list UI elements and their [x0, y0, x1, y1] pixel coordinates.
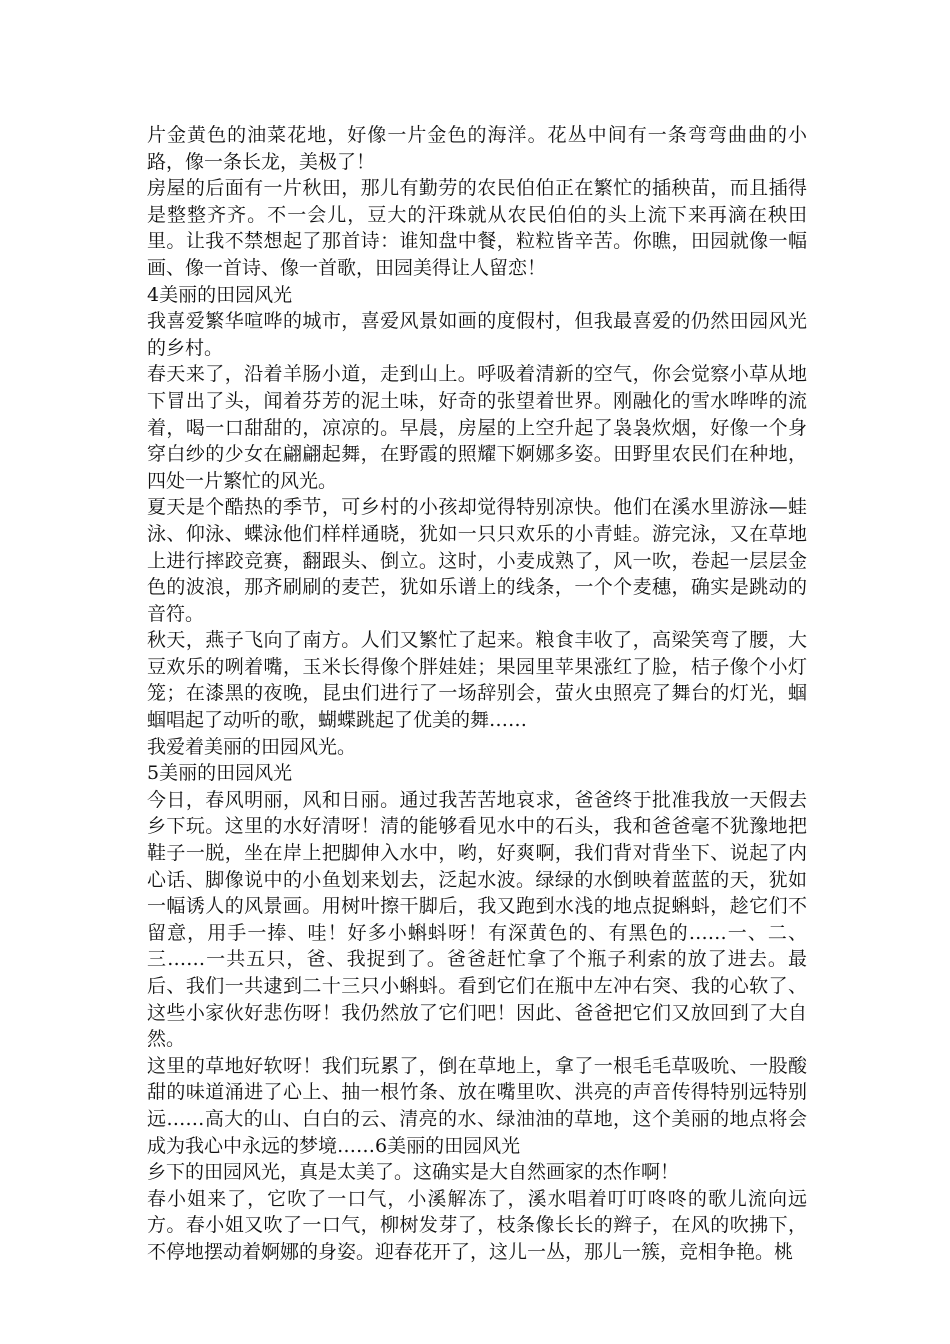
- paragraph: 乡下的田园风光，真是太美了。这确实是大自然画家的杰作啊！: [147, 1161, 680, 1184]
- paragraph: 我喜爱繁华喧哗的城市，喜爱风景如画的度假村，但我最喜爱的仍然田园风光的乡村。: [147, 310, 807, 359]
- paragraph: 这里的草地好软呀！我们玩累了，倒在草地上，拿了一根毛毛草吸吮、一股酸甜的味道涌进了心上、抽一根竹条、放在嘴里吹、洪亮的声音传得特别远特别远……高大的山、白白的云、清亮的水、绿油油的草地，这个美丽的地点将会成为我心中永远的梦境……6美丽的田园风光: [147, 1054, 807, 1157]
- paragraph: 秋天，燕子飞向了南方。人们又繁忙了起来。粮食丰收了，高梁笑弯了腰，大豆欢乐的咧着嘴，玉米长得像个胖娃娃；果园里苹果涨红了脸，桔子像个小灯笼；在漆黑的夜晚，昆虫们进行了一场辞别会，萤火虫照亮了舞台的灯光，蝈蝈唱起了动听的歌，蝴蝶跳起了优美的舞……: [147, 629, 807, 732]
- paragraph: 春天来了，沿着羊肠小道，走到山上。呼吸着清新的空气，你会觉察小草从地下冒出了头，闻着芬芳的泥土味，好奇的张望着世界。刚融化的雪水哗哗的流着，喝一口甜甜的，凉凉的。早晨，房屋的上空升起了袅袅炊烟，好像一个身穿白纱的少女在翩翩起舞，在野霞的照耀下婀娜多姿。田野里农民们在种地，四处一片繁忙的风光。: [147, 363, 807, 492]
- document-body: [147, 122, 807, 1266]
- paragraph: 片金黄色的油菜花地，好像一片金色的海洋。花丛中间有一条弯弯曲曲的小路，像一条长龙，美极了！: [147, 124, 807, 173]
- paragraph: 房屋的后面有一片秋田，那儿有勤劳的农民伯伯正在繁忙的插秧苗，而且插得是整整齐齐。不一会儿，豆大的汗珠就从农民伯伯的头上流下来再滴在秧田里。让我不禁想起了那首诗：谁知盘中餐，粒粒皆辛苦。你瞧，田园就像一幅画、像一首诗、像一首歌，田园美得让人留恋！: [147, 177, 807, 279]
- section-heading: 5美丽的田园风光: [147, 762, 293, 785]
- paragraph: 我爱着美丽的田园风光。: [147, 735, 357, 758]
- paragraph: 今日，春风明丽，风和日丽。通过我苦苦地哀求，爸爸终于批准我放一天假去乡下玩。这里的水好清呀！清的能够看见水中的石头，我和爸爸毫不犹豫地把鞋子一脱，坐在岸上把脚伸入水中，哟，好爽啊，我们背对背坐下、说起了内心话、脚像说中的小鱼划来划去，泛起水波。绿绿的水倒映着蓝蓝的天，犹如一幅诱人的风景画。用树叶擦干脚后，我又跑到水浅的地点捉蝌蚪，趁它们不留意，用手一捧、哇！好多小蝌蚪呀！有深黄色的、有黑色的……一、二、三……一共五只，爸、我捉到了。爸爸赶忙拿了个瓶子利索的放了进去。最后、我们一共逮到二十三只小蝌蚪。看到它们在瓶中左冲右突、我的心软了、这些小家伙好悲伤呀！我仍然放了它们吧！因此、爸爸把它们又放回到了大自然。: [147, 788, 807, 1051]
- paragraph: 夏天是个酷热的季节，可乡村的小孩却觉得特别凉快。他们在溪水里游泳—蛙泳、仰泳、蝶泳他们样样通晓，犹如一只只欢乐的小青蛙。游完泳，又在草地上进行摔跤竞赛，翻跟头、倒立。这时，小麦成熟了，风一吹，卷起一层层金色的波浪，那齐刷刷的麦芒，犹如乐谱上的线条，一个个麦穗，确实是跳动的音符。: [147, 496, 807, 625]
- section-heading: 4美丽的田园风光: [147, 283, 293, 306]
- paragraph: 春小姐来了，它吹了一口气，小溪解冻了，溪水唱着叮叮咚咚的歌儿流向远方。春小姐又吹了一口气，柳树发芽了，枝条像长长的辫子，在风的吹拂下，不停地摆动着婀娜的身姿。迎春花开了，这儿一丛，那儿一簇，竞相争艳。桃: [147, 1187, 807, 1263]
